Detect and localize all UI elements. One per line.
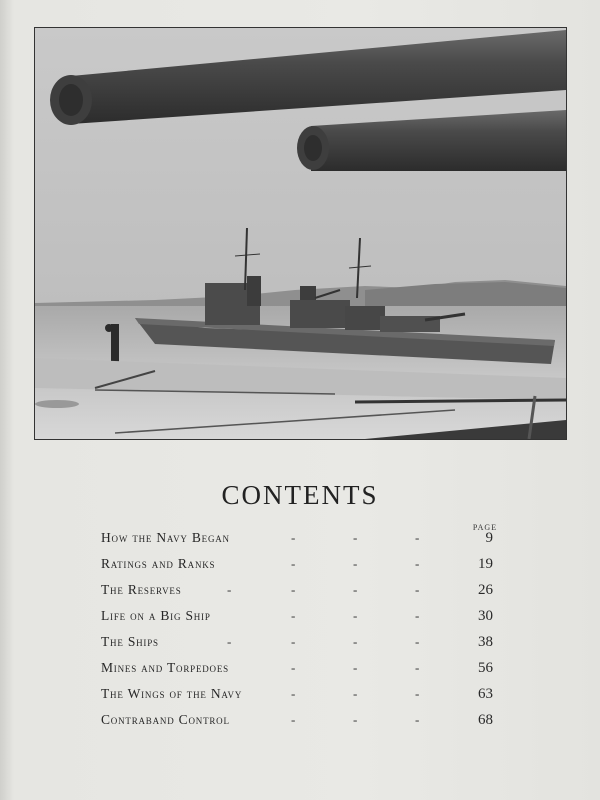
toc-leader-dash: - [353, 712, 358, 727]
toc-leader-dash: - [291, 660, 296, 675]
page-column-label: PAGE [472, 523, 498, 532]
toc-leader-dash: - [291, 608, 296, 623]
toc-entry-page-number: 30 [478, 608, 493, 624]
toc-entry [101, 608, 501, 632]
toc-entry-title: Contraband Control [101, 712, 230, 727]
toc-entry-page-number: 19 [478, 556, 493, 572]
toc-entry-page-number: 68 [478, 712, 493, 728]
toc-entry [101, 686, 501, 710]
toc-entry-title: The Wings of the Navy [101, 686, 243, 701]
toc-leader-dash: - [415, 660, 420, 675]
toc-entry-page-number: 56 [478, 660, 493, 676]
toc-leader-dash: - [291, 582, 296, 597]
toc-entry-title: Mines and Torpedoes [101, 660, 229, 675]
toc-entry-title: The Reserves [101, 582, 182, 597]
toc-entry-title: Life on a Big Ship [101, 608, 211, 623]
toc-entry [101, 556, 501, 580]
toc-leader-dash: - [291, 556, 296, 571]
toc-entry-page-number: 38 [478, 634, 493, 650]
toc-entry [101, 530, 501, 554]
toc-entry [101, 660, 501, 684]
toc-leader-dash: - [291, 686, 296, 701]
toc-leader-dash: - [415, 686, 420, 701]
toc-leader-dash: - [353, 530, 358, 545]
toc-leader-dash: - [353, 634, 358, 649]
toc-entry-title: The Ships [101, 634, 159, 649]
toc-leader-dash: - [353, 686, 358, 701]
toc-entry-page-number: 26 [478, 582, 493, 598]
toc-leader-dash: - [353, 660, 358, 675]
toc-entry [101, 582, 501, 606]
toc-leader-dash: - [353, 582, 358, 597]
toc-leader-dash: - [353, 608, 358, 623]
contents-heading: CONTENTS [221, 480, 379, 510]
toc-entry-title: Ratings and Ranks [101, 556, 216, 571]
toc-entry-title: How the Navy Began [101, 530, 230, 545]
toc-entry-page-number: 9 [485, 530, 493, 546]
toc-leader-dash: - [415, 556, 420, 571]
toc-leader-dash: - [227, 634, 232, 649]
toc-leader-dash: - [353, 556, 358, 571]
toc-leader-dash: - [415, 712, 420, 727]
toc-entry [101, 634, 501, 658]
toc-entry-page-number: 63 [478, 686, 493, 702]
toc-leader-dash: - [415, 530, 420, 545]
toc-leader-dash: - [227, 582, 232, 597]
toc-leader-dash: - [291, 530, 296, 545]
toc-leader-dash: - [415, 608, 420, 623]
toc-leader-dash: - [291, 712, 296, 727]
toc-leader-dash: - [415, 582, 420, 597]
toc-leader-dash: - [291, 634, 296, 649]
toc-entry [101, 712, 501, 736]
toc-leader-dash: - [415, 634, 420, 649]
